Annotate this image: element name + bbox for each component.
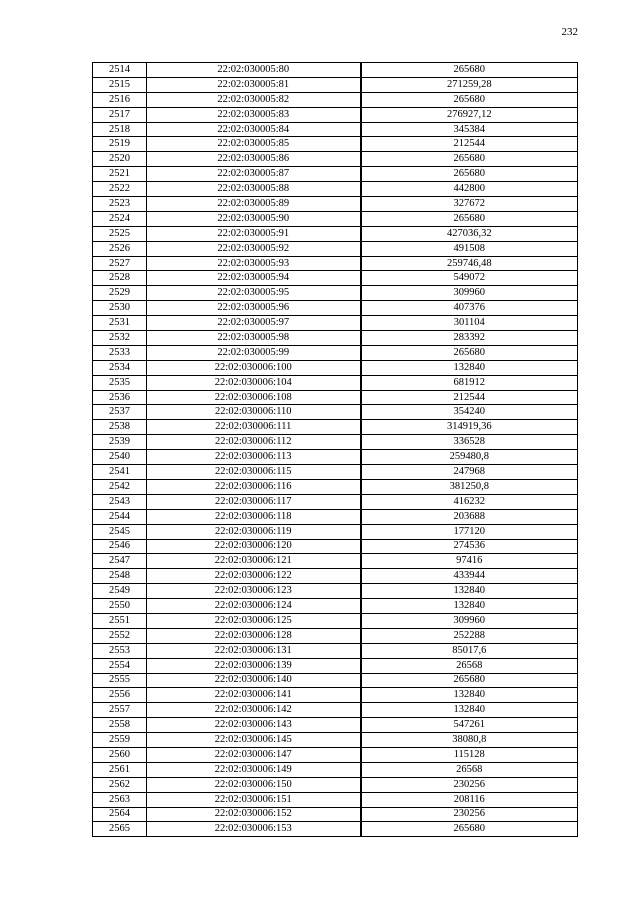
row-number-cell: 2540 [93,450,147,465]
cadastral-number-cell: 22:02:030006:113 [147,450,361,465]
row-number-cell: 2557 [93,703,147,718]
row-number-cell: 2555 [93,673,147,688]
cadastral-number-cell: 22:02:030006:142 [147,703,361,718]
cadastral-value-cell: 208116 [361,792,578,807]
cadastral-value-cell: 547261 [361,718,578,733]
row-number-cell: 2546 [93,539,147,554]
row-number-cell: 2528 [93,271,147,286]
row-number-cell: 2531 [93,316,147,331]
cadastral-number-cell: 22:02:030006:124 [147,599,361,614]
table-row [93,211,578,226]
row-number-cell: 2539 [93,435,147,450]
table-row [93,375,578,390]
table-row [93,256,578,271]
cadastral-value-cell: 416232 [361,494,578,509]
row-number-cell: 2564 [93,807,147,822]
cadastral-value-cell: 271259,28 [361,77,578,92]
cadastral-value-cell: 442800 [361,182,578,197]
cadastral-number-cell: 22:02:030005:94 [147,271,361,286]
table-row [93,599,578,614]
table-row [93,465,578,480]
cadastral-number-cell: 22:02:030006:112 [147,435,361,450]
cadastral-number-cell: 22:02:030005:81 [147,77,361,92]
cadastral-number-cell: 22:02:030006:139 [147,658,361,673]
table-row [93,524,578,539]
cadastral-value-cell: 283392 [361,331,578,346]
row-number-cell: 2565 [93,822,147,837]
cadastral-number-cell: 22:02:030006:149 [147,762,361,777]
row-number-cell: 2561 [93,762,147,777]
cadastral-number-cell: 22:02:030005:97 [147,316,361,331]
table-row [93,107,578,122]
row-number-cell: 2563 [93,792,147,807]
table-row [93,77,578,92]
table-row [93,479,578,494]
table-row [93,63,578,78]
row-number-cell: 2520 [93,152,147,167]
cadastral-value-cell: 491508 [361,241,578,256]
cadastral-number-cell: 22:02:030006:117 [147,494,361,509]
table-row [93,807,578,822]
cadastral-number-cell: 22:02:030005:88 [147,182,361,197]
cadastral-value-cell: 354240 [361,405,578,420]
cadastral-number-cell: 22:02:030006:111 [147,420,361,435]
row-number-cell: 2558 [93,718,147,733]
cadastral-number-cell: 22:02:030006:115 [147,465,361,480]
cadastral-value-cell: 433944 [361,569,578,584]
row-number-cell: 2523 [93,197,147,212]
table-row [93,405,578,420]
cadastral-value-cell: 549072 [361,271,578,286]
row-number-cell: 2530 [93,301,147,316]
table-row [93,509,578,524]
cadastral-number-cell: 22:02:030005:99 [147,345,361,360]
row-number-cell: 2549 [93,584,147,599]
row-number-cell: 2556 [93,688,147,703]
table-row [93,241,578,256]
table-row [93,554,578,569]
row-number-cell: 2532 [93,331,147,346]
table-row [93,762,578,777]
cadastral-number-cell: 22:02:030006:150 [147,777,361,792]
table-row [93,182,578,197]
page-number: 232 [561,26,578,38]
table-row [93,271,578,286]
cadastral-value-cell: 381250,8 [361,479,578,494]
cadastral-value-cell: 115128 [361,747,578,762]
table-row [93,92,578,107]
cadastral-number-cell: 22:02:030006:116 [147,479,361,494]
row-number-cell: 2559 [93,733,147,748]
row-number-cell: 2545 [93,524,147,539]
cadastral-number-cell: 22:02:030005:90 [147,211,361,226]
cadastral-value-cell: 327672 [361,197,578,212]
cadastral-number-cell: 22:02:030006:104 [147,375,361,390]
row-number-cell: 2547 [93,554,147,569]
cadastral-number-cell: 22:02:030006:141 [147,688,361,703]
cadastral-value-cell: 132840 [361,703,578,718]
cadastral-value-cell: 132840 [361,688,578,703]
row-number-cell: 2524 [93,211,147,226]
row-number-cell: 2534 [93,360,147,375]
cadastral-number-cell: 22:02:030005:80 [147,63,361,78]
table-row [93,331,578,346]
table-row [93,628,578,643]
cadastral-value-cell: 230256 [361,807,578,822]
cadastral-value-cell: 265680 [361,167,578,182]
cadastral-value-cell: 132840 [361,584,578,599]
row-number-cell: 2562 [93,777,147,792]
table-row [93,390,578,405]
cadastral-value-cell: 177120 [361,524,578,539]
row-number-cell: 2548 [93,569,147,584]
cadastral-value-cell: 212544 [361,137,578,152]
cadastral-number-cell: 22:02:030005:95 [147,286,361,301]
table-row [93,658,578,673]
row-number-cell: 2552 [93,628,147,643]
row-number-cell: 2536 [93,390,147,405]
row-number-cell: 2517 [93,107,147,122]
cadastral-number-cell: 22:02:030006:147 [147,747,361,762]
row-number-cell: 2521 [93,167,147,182]
table-row [93,345,578,360]
cadastral-value-cell: 265680 [361,822,578,837]
cadastral-value-cell: 26568 [361,658,578,673]
row-number-cell: 2538 [93,420,147,435]
cadastral-number-cell: 22:02:030005:85 [147,137,361,152]
cadastral-value-cell: 265680 [361,673,578,688]
table-body [93,63,578,837]
table-row [93,673,578,688]
cadastral-value-cell: 132840 [361,360,578,375]
cadastral-number-cell: 22:02:030006:118 [147,509,361,524]
cadastral-value-cell: 301104 [361,316,578,331]
row-number-cell: 2518 [93,122,147,137]
cadastral-value-cell: 259746,48 [361,256,578,271]
row-number-cell: 2553 [93,643,147,658]
cadastral-number-cell: 22:02:030006:110 [147,405,361,420]
cadastral-value-cell: 132840 [361,599,578,614]
cadastral-value-cell: 265680 [361,152,578,167]
row-number-cell: 2535 [93,375,147,390]
cadastral-number-cell: 22:02:030005:87 [147,167,361,182]
cadastral-number-cell: 22:02:030005:83 [147,107,361,122]
cadastral-number-cell: 22:02:030006:125 [147,613,361,628]
cadastral-number-cell: 22:02:030006:119 [147,524,361,539]
row-number-cell: 2560 [93,747,147,762]
table-row [93,301,578,316]
cadastral-value-cell: 265680 [361,211,578,226]
cadastral-number-cell: 22:02:030006:151 [147,792,361,807]
cadastral-value-cell: 212544 [361,390,578,405]
cadastral-number-cell: 22:02:030006:131 [147,643,361,658]
cadastral-number-cell: 22:02:030006:123 [147,584,361,599]
table-row [93,613,578,628]
cadastral-number-cell: 22:02:030006:145 [147,733,361,748]
cadastral-number-cell: 22:02:030006:152 [147,807,361,822]
table-row [93,494,578,509]
table-row [93,822,578,837]
table-row [93,420,578,435]
cadastral-number-cell: 22:02:030006:128 [147,628,361,643]
cadastral-number-cell: 22:02:030006:153 [147,822,361,837]
table-row [93,435,578,450]
cadastral-number-cell: 22:02:030006:120 [147,539,361,554]
table-row [93,539,578,554]
cadastral-number-cell: 22:02:030005:93 [147,256,361,271]
cadastral-value-cell: 203688 [361,509,578,524]
row-number-cell: 2519 [93,137,147,152]
table-row [93,569,578,584]
table-row [93,733,578,748]
row-number-cell: 2554 [93,658,147,673]
row-number-cell: 2533 [93,345,147,360]
cadastral-value-cell: 265680 [361,63,578,78]
cadastral-value-cell: 336528 [361,435,578,450]
cadastral-number-cell: 22:02:030006:121 [147,554,361,569]
table-row [93,167,578,182]
cadastral-value-cell: 314919,36 [361,420,578,435]
cadastral-value-cell: 427036,32 [361,226,578,241]
cadastral-value-cell: 26568 [361,762,578,777]
table-row [93,703,578,718]
table-row [93,792,578,807]
row-number-cell: 2516 [93,92,147,107]
cadastral-number-cell: 22:02:030005:84 [147,122,361,137]
table-row [93,584,578,599]
cadastral-value-cell: 309960 [361,613,578,628]
row-number-cell: 2526 [93,241,147,256]
table-row [93,316,578,331]
row-number-cell: 2541 [93,465,147,480]
table-row [93,747,578,762]
row-number-cell: 2550 [93,599,147,614]
cadastral-value-table [92,62,578,837]
table-row [93,286,578,301]
row-number-cell: 2542 [93,479,147,494]
row-number-cell: 2525 [93,226,147,241]
cadastral-value-cell: 265680 [361,345,578,360]
cadastral-number-cell: 22:02:030006:140 [147,673,361,688]
cadastral-number-cell: 22:02:030005:96 [147,301,361,316]
cadastral-number-cell: 22:02:030005:86 [147,152,361,167]
table-row [93,152,578,167]
cadastral-value-cell: 247968 [361,465,578,480]
cadastral-number-cell: 22:02:030005:92 [147,241,361,256]
cadastral-number-cell: 22:02:030005:98 [147,331,361,346]
cadastral-value-cell: 265680 [361,92,578,107]
cadastral-number-cell: 22:02:030006:100 [147,360,361,375]
cadastral-number-cell: 22:02:030005:89 [147,197,361,212]
cadastral-value-cell: 230256 [361,777,578,792]
row-number-cell: 2544 [93,509,147,524]
row-number-cell: 2522 [93,182,147,197]
row-number-cell: 2529 [93,286,147,301]
row-number-cell: 2551 [93,613,147,628]
row-number-cell: 2527 [93,256,147,271]
table-row [93,137,578,152]
cadastral-value-cell: 259480,8 [361,450,578,465]
cadastral-value-cell: 97416 [361,554,578,569]
table-row [93,360,578,375]
table-row [93,197,578,212]
table-row [93,643,578,658]
cadastral-value-cell: 252288 [361,628,578,643]
cadastral-value-cell: 274536 [361,539,578,554]
cadastral-number-cell: 22:02:030005:91 [147,226,361,241]
table-row [93,688,578,703]
cadastral-value-cell: 681912 [361,375,578,390]
table-row [93,718,578,733]
row-number-cell: 2543 [93,494,147,509]
cadastral-value-cell: 407376 [361,301,578,316]
cadastral-value-cell: 85017,6 [361,643,578,658]
row-number-cell: 2515 [93,77,147,92]
cadastral-number-cell: 22:02:030006:108 [147,390,361,405]
cadastral-number-cell: 22:02:030006:122 [147,569,361,584]
row-number-cell: 2537 [93,405,147,420]
cadastral-value-cell: 38080,8 [361,733,578,748]
cadastral-value-cell: 276927,12 [361,107,578,122]
cadastral-number-cell: 22:02:030005:82 [147,92,361,107]
cadastral-number-cell: 22:02:030006:143 [147,718,361,733]
table-row [93,122,578,137]
table-row [93,226,578,241]
table-row [93,450,578,465]
table-row [93,777,578,792]
cadastral-value-cell: 309960 [361,286,578,301]
cadastral-value-cell: 345384 [361,122,578,137]
row-number-cell: 2514 [93,63,147,78]
